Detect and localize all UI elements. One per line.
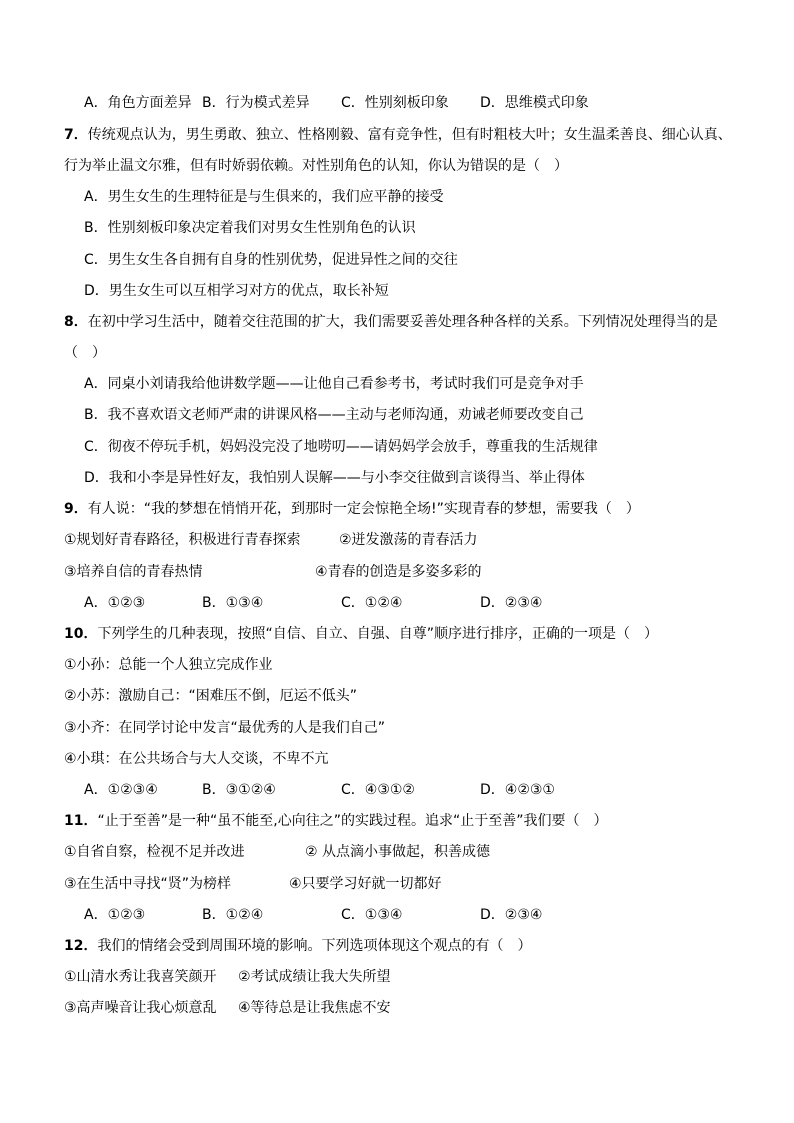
q8-option-a: A．同桌小刘请我给他讲数学题——让他自己看参考书，考试时我们可是竞争对手	[84, 376, 584, 392]
q11-stem	[64, 812, 607, 830]
q10-option-b: B．③①②④	[202, 782, 276, 798]
q10-item-3: ③小齐：在同学讨论中发言“最优秀的人是我们自己”	[64, 720, 386, 736]
q11-option-d: D．②③④	[480, 907, 543, 923]
q10-item-4: ④小琪：在公共场合与大人交谈，不卑不亢	[64, 751, 329, 767]
q11-item-2: ② 从点滴小事做起，积善成德	[305, 844, 491, 860]
q9-stem	[64, 500, 640, 518]
q11-option-b: B．①②④	[202, 907, 264, 923]
q9-number: 9．	[64, 501, 88, 517]
q10-option-a: A．①②③④	[84, 782, 158, 798]
q8-option-d: D．我和小李是异性好友，我怕别人误解——与小李交往做到言谈得当、举止得体	[84, 470, 585, 486]
q8-stem-text1: 在初中学习生活中，随着交往范围的扩大，我们需要妥善处理各种各样的关系。下列情况处理得当的是	[87, 314, 718, 330]
q9-item-3: ③培养自信的青春热情	[64, 564, 203, 580]
q10-option-d: D．④②③①	[480, 782, 555, 798]
q9-option-a: A．①②③	[84, 595, 146, 611]
q12-item-4: ④等待总是让我焦虑不安	[238, 1000, 391, 1016]
q11-stem-text: “止于至善”是一种“虽不能至,心向往之”的实践过程。追求“止于至善”我们要（ ）	[97, 813, 608, 829]
q12-stem	[64, 937, 531, 955]
q11-item-1: ①自省自察，检视不足并改进	[64, 844, 245, 860]
q8-number: 8．	[64, 314, 88, 330]
q11-item-3: ③在生活中寻找“贤”为榜样	[64, 876, 232, 892]
q7-option-c: C．男生女生各自拥有自身的性别优势，促进异性之间的交往	[84, 252, 458, 268]
q10-option-c: C．④③①②	[341, 782, 415, 798]
q7-stem-text1: 传统观点认为，男生勇敢、独立、性格刚毅、富有竞争性，但有时粗枝大叶；女生温柔善良、细心认真、	[87, 127, 732, 143]
q12-number: 12．	[64, 938, 98, 954]
q8-stem-line2: （ ）	[64, 345, 106, 361]
q7-option-d: D．男生女生可以互相学习对方的优点，取长补短	[84, 283, 389, 299]
q11-number: 11．	[64, 813, 98, 829]
q11-item-4: ④只要学习好就一切都好	[289, 876, 442, 892]
q6-option-a: A．角色方面差异	[84, 95, 192, 111]
q8-option-c: C．彻夜不停玩手机，妈妈没完没了地唠叨——请妈妈学会放手，尊重我的生活规律	[84, 439, 598, 455]
q6-option-c: C．性别刻板印象	[341, 95, 449, 111]
q12-item-2: ②考试成绩让我大失所望	[238, 969, 391, 985]
q10-stem-text: 下列学生的几种表现，按照“自信、自立、自强、自尊”顺序进行排序，正确的一项是（ ）	[97, 626, 658, 642]
q12-stem-text: 我们的情绪会受到周围环境的影响。下列选项体现这个观点的有（ ）	[97, 938, 532, 954]
q9-option-c: C．①②④	[341, 595, 403, 611]
q8-option-b: B．我不喜欢语文老师严肃的讲课风格——主动与老师沟通，劝诫老师要改变自己	[84, 407, 584, 423]
q10-stem	[64, 625, 658, 643]
q11-option-c: C．①③④	[341, 907, 403, 923]
q6-option-b: B．行为模式差异	[202, 95, 310, 111]
q7-stem-line2: 行为举止温文尔雅，但有时娇弱依赖。对性别角色的认知，你认为错误的是（ ）	[64, 158, 568, 174]
q9-option-b: B．①③④	[202, 595, 264, 611]
q10-item-2: ②小苏：激励自己：“困难压不倒，厄运不低头”	[64, 688, 358, 704]
q6-option-d: D．思维模式印象	[480, 95, 589, 111]
q8-stem-line1	[64, 313, 718, 331]
q10-item-1: ①小孙：总能一个人独立完成作业	[64, 657, 273, 673]
q7-option-a: A．男生女生的生理特征是与生俱来的，我们应平静的接受	[84, 189, 444, 205]
q12-item-3: ③高声噪音让我心烦意乱	[64, 1000, 217, 1016]
q10-number: 10．	[64, 626, 98, 642]
q9-option-d: D．②③④	[480, 595, 543, 611]
q11-option-a: A．①②③	[84, 907, 146, 923]
q9-stem-text: 有人说：“我的梦想在悄悄开花，到那时一定会惊艳全场!”实现青春的梦想，需要我（ ）	[87, 501, 640, 517]
q7-stem-line1	[64, 126, 732, 144]
q7-number: 7．	[64, 127, 88, 143]
q7-option-b: B．性别刻板印象决定着我们对男女生性别角色的认识	[84, 220, 416, 236]
q9-item-4: ④青春的创造是多姿多彩的	[315, 564, 482, 580]
q9-item-2: ②迸发激荡的青春活力	[339, 532, 478, 548]
q9-item-1: ①规划好青春路径，积极进行青春探索	[64, 532, 301, 548]
q12-item-1: ①山清水秀让我喜笑颜开	[64, 969, 217, 985]
